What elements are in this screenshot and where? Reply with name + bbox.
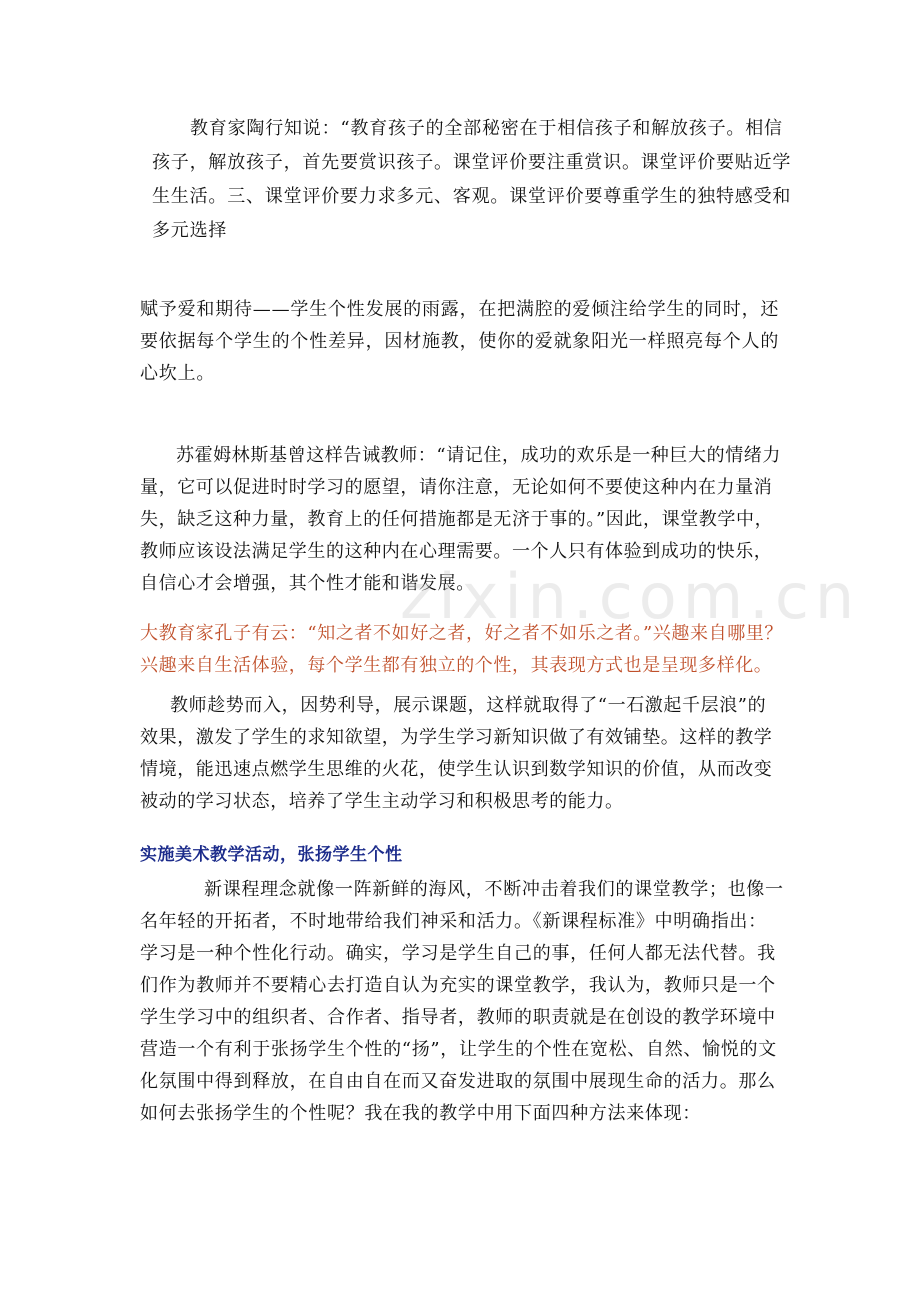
section-heading: 实施美术教学活动，张扬学生个性 bbox=[140, 845, 403, 865]
paragraph-tao-xingzhi-quote: 教育家陶行知说：“教育孩子的全部秘密在于相信孩子和解放孩子。相信孩子，解放孩子，首先要赏识孩子。课堂评价要注重赏识。课堂评价要贴近学生生活。三、课堂评价要力求多元、客观。课堂评价要尊重学生的独特感受和多元选择 bbox=[152, 118, 792, 241]
paragraph-new-curriculum: 新课程理念就像一阵新鲜的海风，不断冲击着我们的课堂教学；也像一名年轻的开拓者，不时地带给我们神采和活力。《新课程标准》中明确指出：学习是一种个性化行动。确实，学习是学生自己的事，任何人都无法代替。我们作为教师并不要精心去打造自认为充实的课堂教学，我认为，教师只是一个学生学习中的组织者、合作者、指导者，教师的职责就是在创设的教学环境中营造一个有利于张扬学生个性的“扬”，让学生的个性在宽松、自然、愉悦的文化氛围中得到释放，在自由自在而又奋发进取的氛围中展现生命的活力。那么如何去张扬学生的个性呢？我在我的教学中用下面四种方法来体现： bbox=[140, 879, 784, 1124]
paragraph-love-and-expectation: 赋予爱和期待——学生个性发展的雨露，在把满腔的爱倾注给学生的同时，还要依据每个学生的个性差异，因材施教，使你的爱就象阳光一样照亮每个人的心坎上。 bbox=[140, 299, 780, 384]
paragraph-teacher-guidance: 教师趁势而入，因势利导，展示课题，这样就取得了“一石激起千层浪”的效果，激发了学生的求知欲望，为学生学习新知识做了有效铺垫。这样的教学情境，能迅速点燃学生思维的火花，使学生认识到数学知识的价值，从而改变被动的学习状态，培养了学生主动学习和积极思考的能力。 bbox=[140, 695, 773, 812]
paragraph-confucius-quote: 大教育家孔子有云：“知之者不如好之者，好之者不如乐之者。”兴趣来自哪里？兴趣来自生活体验，每个学生都有独立的个性，其表现方式也是呈现多样化。 bbox=[140, 623, 784, 676]
paragraph-sukhomlinsky-quote: 苏霍姆林斯基曾这样告诫教师：“请记住，成功的欢乐是一种巨大的情绪力量，它可以促进时时学习的愿望，请你注意，无论如何不要使这种内在力量消失，缺乏这种力量，教育上的任何措施都是无济于事的。”因此，课堂教学中，教师应该设法满足学生的这种内在心理需要。一个人只有体验到成功的快乐，自信心才会增强，其个性才能和谐发展。 bbox=[140, 445, 781, 594]
watermark-text: zixin.com.cn bbox=[400, 560, 861, 633]
